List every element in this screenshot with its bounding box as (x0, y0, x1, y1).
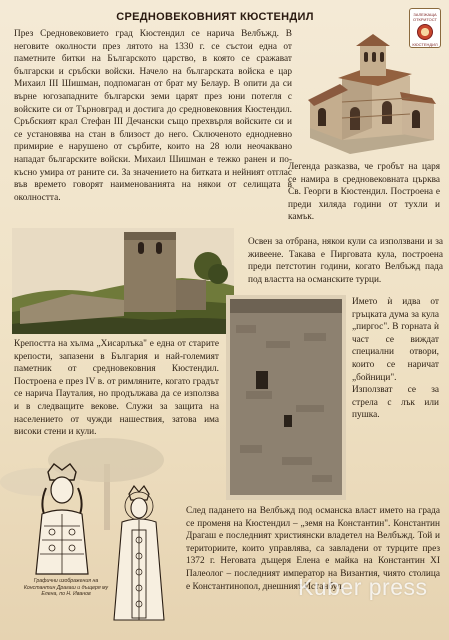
logo-bottom-text: КЮСТЕНДИЛ (412, 42, 438, 47)
logo-top-text: ЗАЛЕЖАЩА ОТКРИТОСТ (412, 12, 437, 22)
towers-paragraph: Освен за отбрана, някои кули са използвани и за живеене. Такава е Пирговата кула, построена преди петстотин години, когато Велбъжд пада под властта на османските турци. (248, 237, 443, 285)
church-image (302, 28, 444, 158)
fortress-paragraph: Крепостта на хълма „Хисарлъка" е една от старите крепости, запазени в България и най-големият паметник от средновековния Кюстендил. Построена е през IV в. от римляните, когато градът се нарича Пауталия, но продължава да се използва и в следващите векове. Служи за защита на населението от чужди нашествия, затова има високи стени и кули. (14, 339, 219, 438)
fortress-image (12, 228, 234, 334)
watermark: Kuber press (298, 574, 428, 600)
tower-name-paragraph: Името ѝ идва от гръцката дума за кула „пиргос". В горната ѝ част се виждат специални отвори, които се наричат „бойници". Използват се за стрела с лък или пушка. (352, 297, 439, 421)
pirgova-tower-image (226, 295, 346, 500)
constantine-dragash-drawing (30, 462, 94, 577)
intro-paragraph: През Средновековието град Кюстендил се нарича Велбъжд. В неговите околности през лятото на 1330 г. се състои една от паметните битки на Българското царство, в която се сражават български и сръбски войски. Начело на българската войска е цар Михаил III Шишман, подпомаган от брат му Белаур. В опити да си върне югозападните български земи царят през юни потегля с войските си от Търновград и достига до средновековния Кюстендил. Сръбският крал Стефан III Дечански също прехвърля войските си и се установява на стан в близост до него. Сключеното еднодневно примирие е нарушено от сърбите, които на 28 юли неочаквано нападат българските войски. Михаил Шишман е тежко ранен и по-късно умира от раните си. За значението на битката и нейният отглас във времето говорят наименованията на някои от селищата в околността. (14, 29, 292, 203)
elena-drawing (108, 484, 170, 622)
page-title: СРЕДНОВЕКОВНИЯТ КЮСТЕНДИЛ (116, 11, 314, 23)
ottoman-paragraph: След падането на Велбъжд под османска власт името на града се променя на Кюстендил – „земя на Константин". Константин Драгаш е последният християнски владетел на Велбъжд. Той и териториите, които управлява, са завладени от турците през 1372 г. Неговата дъщеря Елена е майка на Константин XI Палеолог – последният император на Византия, чиято столица е Константинопол, днешният Истанбул. (186, 506, 440, 592)
drawings-caption: Графични изображения на Константин Драгаш и дъщеря му Елена, по Н. Иванов (23, 578, 109, 598)
church-paragraph: Легенда разказва, че гробът на царя се намира в средновековната църква Св. Георги в Кюстендил. Построена е преди хиляда години от тухли и камък. (288, 162, 440, 223)
